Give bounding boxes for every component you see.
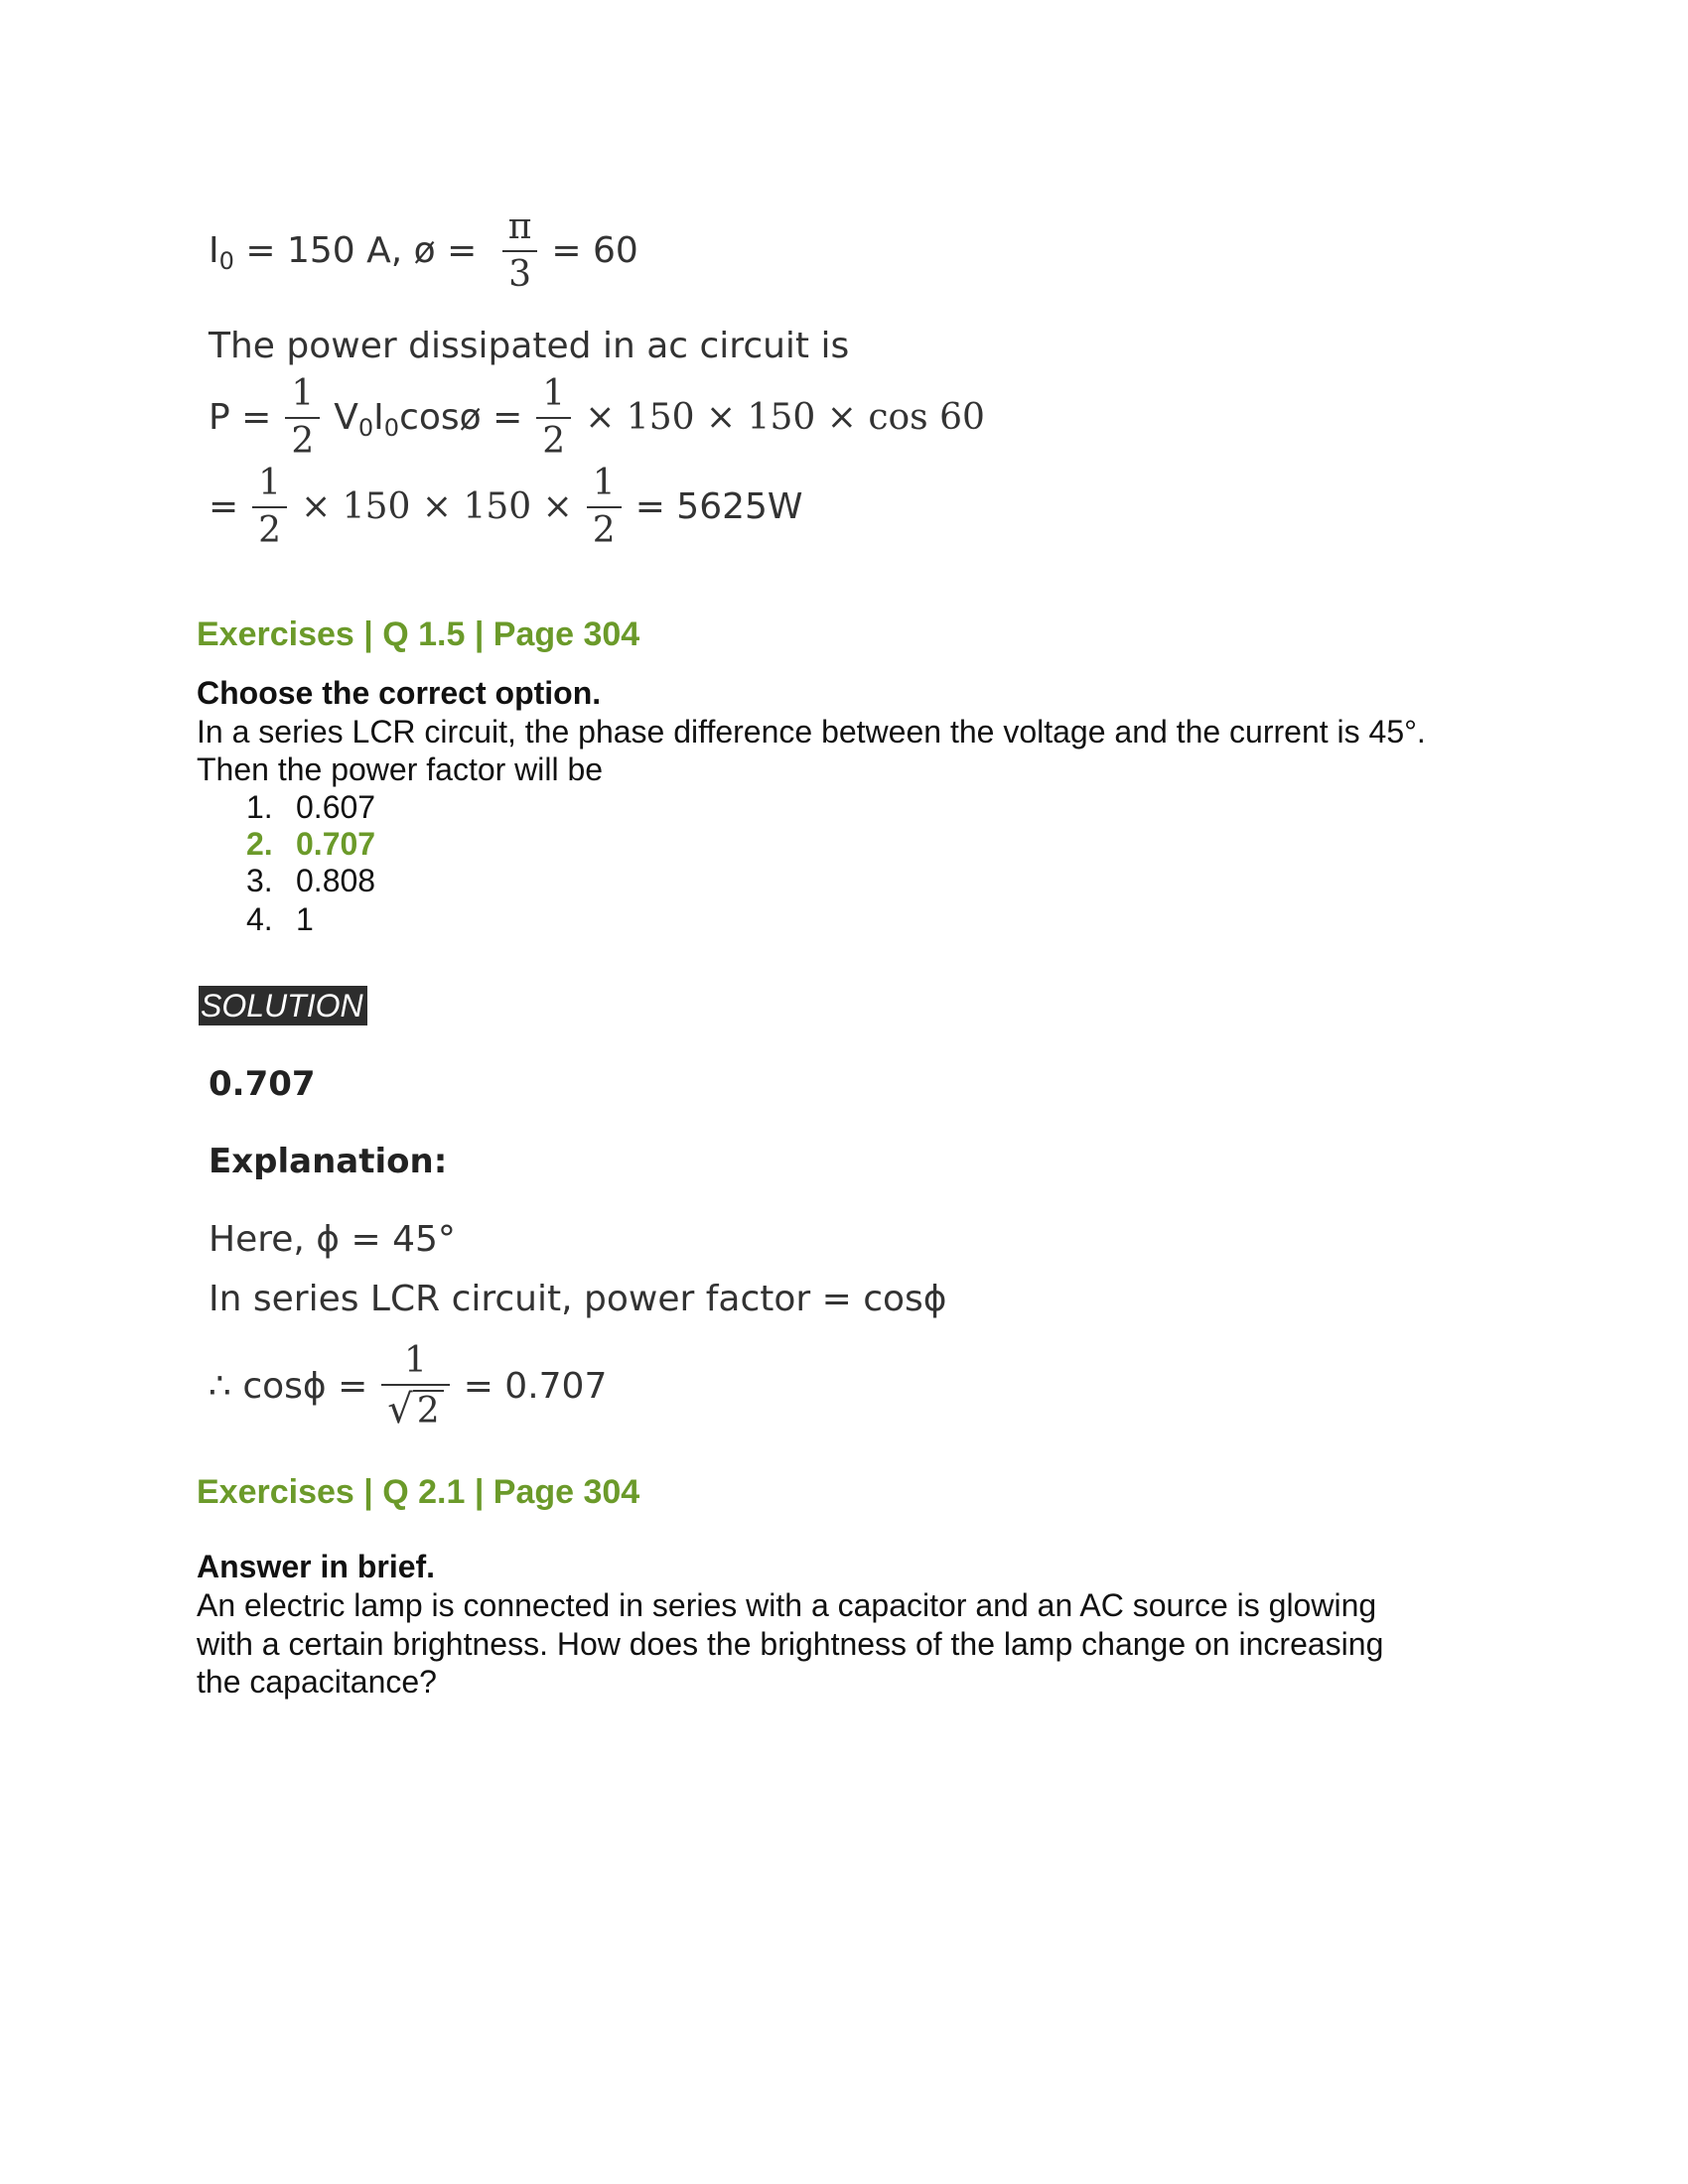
eq2-fraction-2 bbox=[536, 375, 571, 461]
q15-heading[interactable]: Exercises | Q 1.5 | Page 304 bbox=[197, 615, 640, 653]
q15-question-line-2: Then the power factor will be bbox=[197, 751, 604, 787]
fraction-bar bbox=[587, 506, 622, 508]
eq3-frac1-denominator: 2 bbox=[258, 509, 282, 551]
solution-label[interactable]: SOLUTION bbox=[199, 986, 367, 1025]
equation-power-result bbox=[209, 465, 803, 550]
option-text: 0.707 bbox=[296, 826, 376, 862]
eq1-lhs: I bbox=[209, 230, 219, 272]
option-text: 0.607 bbox=[296, 789, 376, 825]
fraction-bar bbox=[536, 417, 571, 419]
q21-instruction: Answer in brief. bbox=[197, 1549, 436, 1584]
eq1-mid: = 150 A, ø = bbox=[233, 230, 489, 272]
eq1-fraction-denominator: 3 bbox=[508, 253, 531, 295]
power-factor-line: In series LCR circuit, power factor = cosϕ bbox=[209, 1279, 947, 1319]
square-root bbox=[387, 1386, 443, 1433]
here-line: Here, ϕ = 45° bbox=[209, 1219, 456, 1260]
eq3-lhs: = bbox=[209, 486, 239, 528]
eq1-lhs-subscript: 0 bbox=[218, 246, 234, 275]
eq3-frac2-numerator: 1 bbox=[592, 463, 616, 503]
eq2-v: V bbox=[334, 397, 358, 439]
option-number: 4. bbox=[246, 901, 273, 937]
eq1-fraction-numerator: π bbox=[507, 206, 532, 247]
final-lhs: ∴ cosϕ = bbox=[209, 1366, 368, 1408]
power-intro-text: The power dissipated in ac circuit is bbox=[209, 326, 850, 366]
option-3 bbox=[246, 863, 375, 899]
eq2-frac1-numerator: 1 bbox=[291, 373, 315, 414]
equation-current-phase bbox=[209, 208, 638, 294]
option-number: 1. bbox=[246, 789, 273, 825]
eq2-frac2-denominator: 2 bbox=[542, 420, 566, 462]
eq2-frac2-numerator: 1 bbox=[542, 373, 566, 414]
eq3-mid: × 150 × 150 × bbox=[301, 486, 573, 528]
eq2-fraction-1 bbox=[285, 375, 320, 461]
eq2-v-subscript: 0 bbox=[357, 413, 374, 442]
option-text: 0.808 bbox=[296, 863, 376, 898]
final-fraction bbox=[381, 1342, 449, 1431]
q21-question-line-3: the capacitance? bbox=[197, 1664, 437, 1700]
eq2-tail: × 150 × 150 × cos 60 bbox=[585, 397, 985, 439]
q21-heading[interactable]: Exercises | Q 2.1 | Page 304 bbox=[197, 1473, 640, 1511]
fraction-bar bbox=[252, 506, 287, 508]
q15-instruction: Choose the correct option. bbox=[197, 675, 602, 711]
radicand: 2 bbox=[413, 1390, 444, 1432]
eq2-i: I bbox=[373, 397, 384, 439]
q21-question-line-2: with a certain brightness. How does the brightness of the lamp change on increasing bbox=[197, 1626, 1384, 1662]
eq3-frac1-numerator: 1 bbox=[258, 463, 282, 503]
eq2-cos: cosø = bbox=[399, 397, 523, 439]
fraction-bar bbox=[502, 250, 538, 252]
eq3-fraction-2 bbox=[587, 465, 622, 550]
eq2-lhs: P = bbox=[209, 397, 272, 439]
final-rhs: = 0.707 bbox=[463, 1366, 608, 1408]
q15-question-line-1: In a series LCR circuit, the phase difference between the voltage and the current is 45°. bbox=[197, 714, 1426, 750]
eq2-i-subscript: 0 bbox=[383, 413, 400, 442]
explanation-label: Explanation: bbox=[209, 1142, 448, 1181]
equation-power-formula bbox=[209, 375, 985, 461]
eq3-rhs: = 5625W bbox=[634, 486, 803, 528]
eq1-fraction bbox=[502, 208, 538, 294]
final-fraction-numerator: 1 bbox=[404, 1340, 427, 1381]
fraction-bar bbox=[381, 1384, 449, 1386]
eq1-rhs: = 60 bbox=[551, 230, 638, 272]
radical-sign: √ bbox=[387, 1386, 413, 1433]
eq2-frac1-denominator: 2 bbox=[291, 420, 315, 462]
answer-value: 0.707 bbox=[209, 1064, 316, 1104]
q21-question-line-1: An electric lamp is connected in series with a capacitor and an AC source is glowing bbox=[197, 1587, 1377, 1623]
option-2-correct bbox=[246, 826, 375, 863]
eq3-frac2-denominator: 2 bbox=[592, 509, 616, 551]
option-number: 3. bbox=[246, 863, 273, 898]
option-number: 2. bbox=[246, 826, 273, 862]
option-text: 1 bbox=[296, 901, 314, 937]
option-1 bbox=[246, 789, 375, 826]
equation-cos-phi bbox=[209, 1342, 607, 1431]
eq3-fraction-1 bbox=[252, 465, 287, 550]
final-fraction-denominator bbox=[381, 1386, 449, 1433]
fraction-bar bbox=[285, 417, 320, 419]
option-4 bbox=[246, 901, 314, 938]
